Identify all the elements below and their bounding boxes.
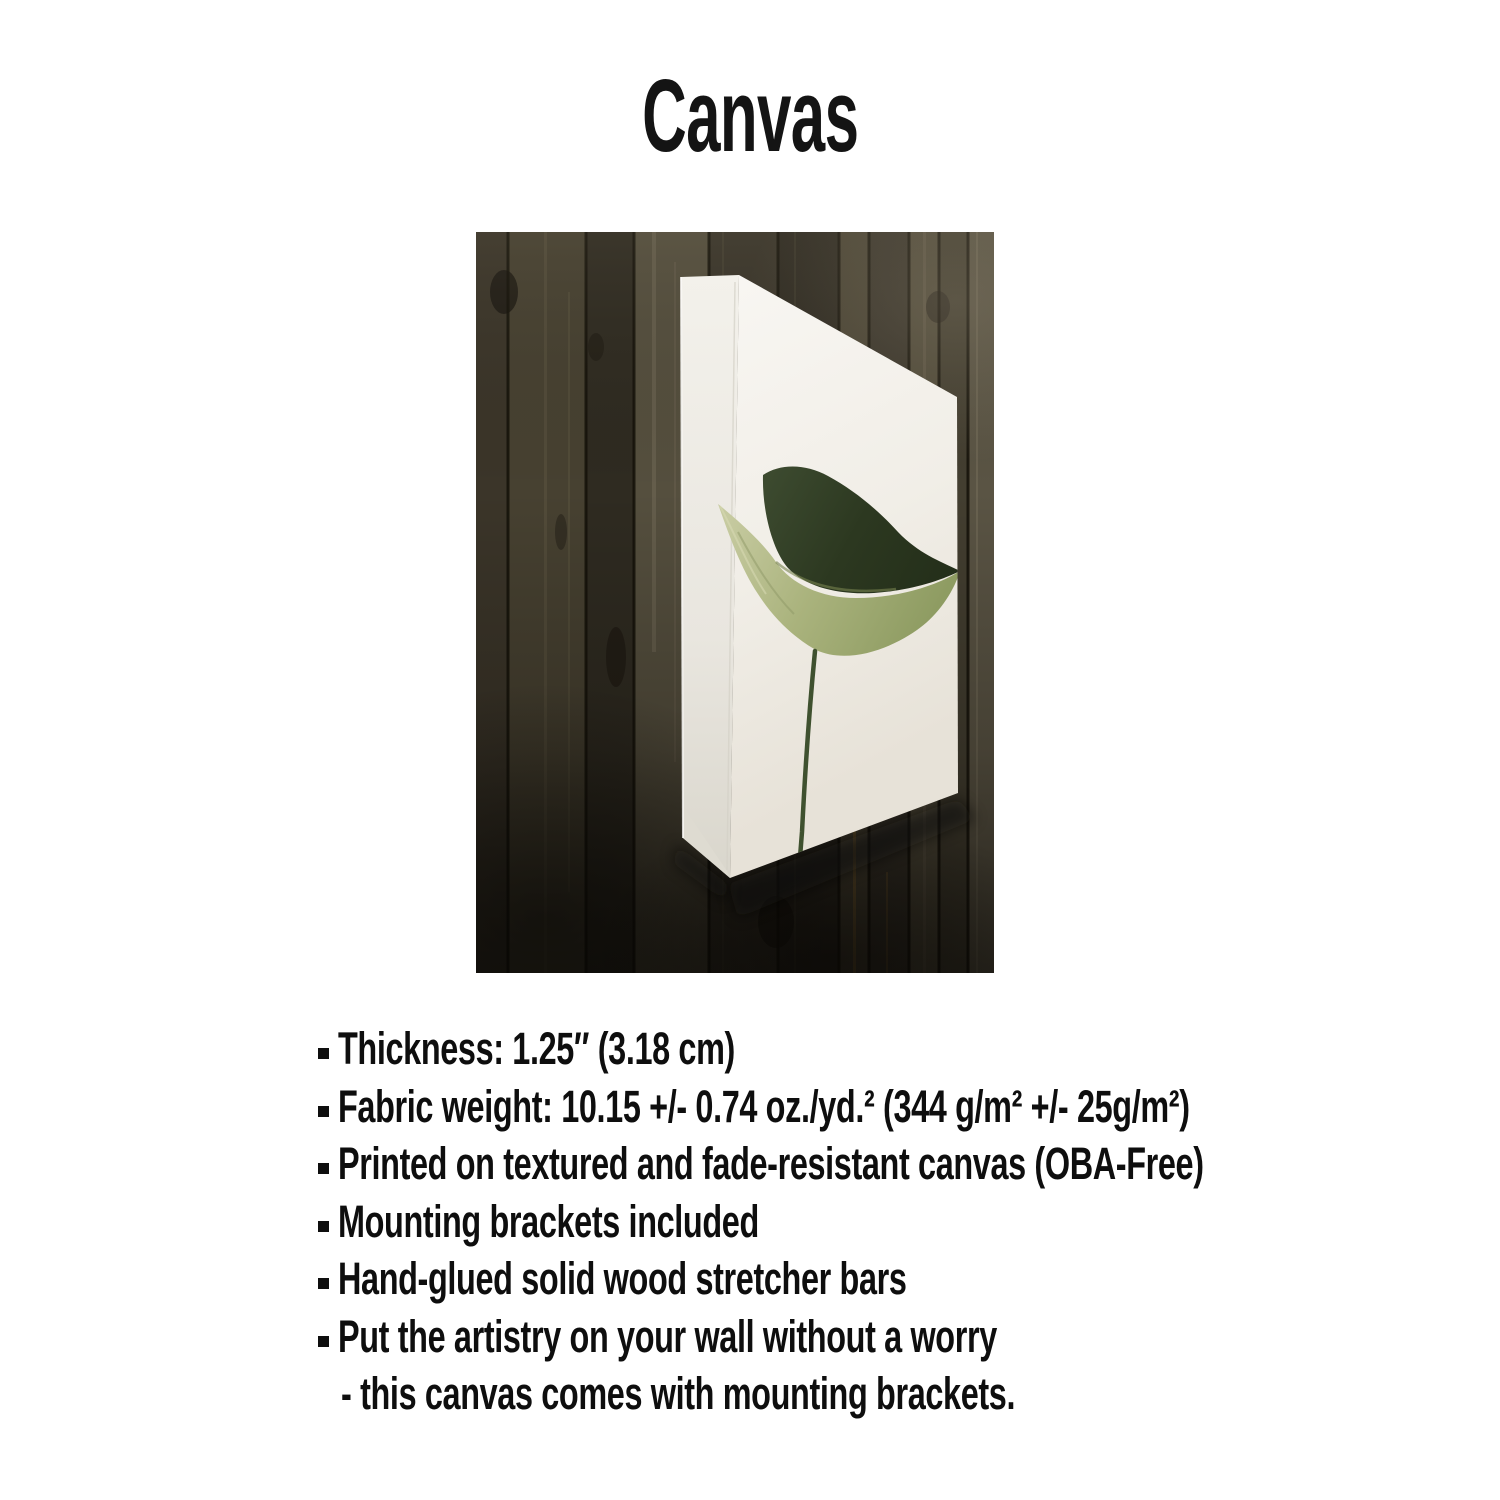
- spec-text: Thickness: 1.25″ (3.18 cm): [338, 1023, 735, 1074]
- product-photo-illustration: [476, 232, 994, 973]
- product-photo: [476, 232, 994, 973]
- spec-item-mounting-brackets: [318, 1193, 1500, 1251]
- square-bullet-icon: [318, 1336, 329, 1347]
- spec-text: Printed on textured and fade-resistant canvas (OBA-Free): [338, 1138, 1204, 1189]
- spec-item-printed: [318, 1135, 1500, 1193]
- spec-text: Put the artistry on your wall without a worry: [338, 1310, 997, 1362]
- spec-text: Hand-glued solid wood stretcher bars: [338, 1253, 907, 1304]
- square-bullet-icon: [318, 1221, 329, 1232]
- square-bullet-icon: [318, 1163, 329, 1174]
- spec-text: Fabric weight: 10.15 +/- 0.74 oz./yd.² (344 g/m² +/- 25g/m²): [338, 1080, 1190, 1132]
- spec-item-stretcher-bars: [318, 1250, 1500, 1308]
- spec-item-artistry: [318, 1308, 1500, 1366]
- spec-item-thickness: [318, 1020, 1500, 1078]
- square-bullet-icon: [318, 1048, 329, 1059]
- square-bullet-icon: [318, 1106, 329, 1117]
- spec-text: Mounting brackets included: [338, 1195, 759, 1247]
- spec-item-fabric-weight: [318, 1078, 1500, 1136]
- square-bullet-icon: [318, 1278, 329, 1289]
- spec-item-continuation: [318, 1365, 1500, 1423]
- spec-list: [318, 1020, 1500, 1423]
- page-title: [0, 58, 1500, 173]
- spec-text: - this canvas comes with mounting brackets.: [341, 1368, 1016, 1419]
- page-title-text: Canvas: [641, 58, 859, 173]
